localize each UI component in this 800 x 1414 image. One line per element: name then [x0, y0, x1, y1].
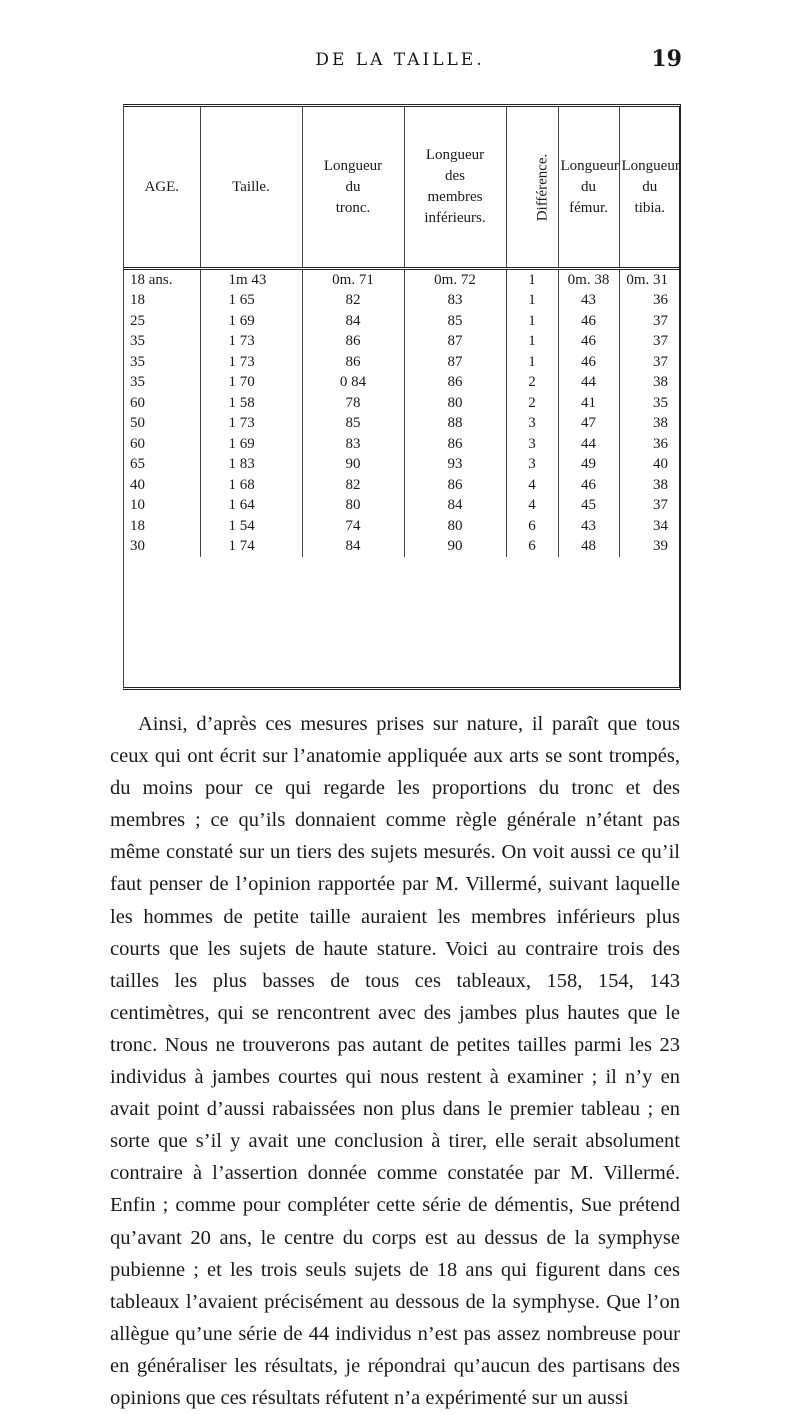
age-cell: 18 ans.: [124, 269, 200, 291]
tronc-cell: 82: [302, 291, 404, 312]
taille-cell: 1 64: [200, 496, 302, 517]
table-row: [124, 455, 680, 476]
tibia-cell: 39: [653, 538, 668, 555]
tibia-cell: 34: [653, 517, 668, 534]
tibia-cell: 38: [653, 415, 668, 432]
difference-cell: 2: [506, 393, 558, 414]
age-cell: 25: [124, 311, 200, 332]
difference-cell: 6: [506, 537, 558, 558]
taille-cell: 1 73: [200, 414, 302, 435]
tibia-cell: 38: [653, 374, 668, 391]
difference-cell: 2: [506, 373, 558, 394]
difference-cell: 1: [506, 291, 558, 312]
membres-cell: 0m. 72: [404, 269, 506, 291]
femur-cell: 0m. 38: [558, 269, 619, 291]
measurements-table: [123, 104, 681, 690]
membres-cell: 93: [404, 455, 506, 476]
femur-cell: 47: [558, 414, 619, 435]
tronc-cell: 85: [302, 414, 404, 435]
taille-cell: 1 69: [200, 311, 302, 332]
table-header-row: [124, 107, 680, 269]
header-tronc: Longueur du tronc.: [302, 107, 404, 269]
membres-cell: 87: [404, 352, 506, 373]
tibia-cell: 35: [653, 394, 668, 411]
membres-cell: 84: [404, 496, 506, 517]
table-body: [124, 269, 680, 558]
table-row: [124, 352, 680, 373]
tibia-cell: 36: [653, 435, 668, 452]
femur-cell: 41: [558, 393, 619, 414]
difference-cell: 1: [506, 332, 558, 353]
femur-cell: 44: [558, 373, 619, 394]
header-membres: Longueur des membres inférieurs.: [404, 107, 506, 269]
femur-cell: 45: [558, 496, 619, 517]
tibia-cell: 36: [653, 292, 668, 309]
table-row: [124, 496, 680, 517]
difference-cell: 3: [506, 434, 558, 455]
tibia-cell: 0m. 31: [626, 271, 668, 288]
difference-cell: 1: [506, 352, 558, 373]
age-cell: 60: [124, 434, 200, 455]
difference-cell: 3: [506, 455, 558, 476]
table-row: [124, 311, 680, 332]
table-row: [124, 332, 680, 353]
table-row: [124, 434, 680, 455]
membres-cell: 86: [404, 373, 506, 394]
tronc-cell: 86: [302, 332, 404, 353]
tronc-cell: 80: [302, 496, 404, 517]
membres-cell: 88: [404, 414, 506, 435]
tibia-cell: 37: [653, 497, 668, 514]
difference-cell: 4: [506, 475, 558, 496]
femur-cell: 44: [558, 434, 619, 455]
table-row: [124, 373, 680, 394]
tronc-cell: 84: [302, 537, 404, 558]
femur-cell: 46: [558, 332, 619, 353]
tibia-cell: 37: [653, 312, 668, 329]
membres-cell: 87: [404, 332, 506, 353]
taille-cell: 1 73: [200, 352, 302, 373]
membres-cell: 85: [404, 311, 506, 332]
membres-cell: 83: [404, 291, 506, 312]
femur-cell: 48: [558, 537, 619, 558]
femur-cell: 43: [558, 291, 619, 312]
tibia-cell: 38: [653, 476, 668, 493]
table-row: [124, 291, 680, 312]
table-row: [124, 269, 680, 291]
membres-cell: 86: [404, 475, 506, 496]
femur-cell: 46: [558, 311, 619, 332]
difference-cell: 3: [506, 414, 558, 435]
membres-cell: 90: [404, 537, 506, 558]
age-cell: 10: [124, 496, 200, 517]
tibia-cell: 37: [653, 353, 668, 370]
taille-cell: 1 73: [200, 332, 302, 353]
header-taille: Taille.: [200, 107, 302, 269]
tronc-cell: 74: [302, 516, 404, 537]
membres-cell: 80: [404, 516, 506, 537]
difference-cell: 6: [506, 516, 558, 537]
running-title: DE LA TAILLE.: [315, 50, 485, 70]
difference-cell: 4: [506, 496, 558, 517]
taille-cell: 1 70: [200, 373, 302, 394]
tronc-cell: 78: [302, 393, 404, 414]
taille-cell: 1 65: [200, 291, 302, 312]
age-cell: 30: [124, 537, 200, 558]
table-row: [124, 537, 680, 558]
femur-cell: 49: [558, 455, 619, 476]
age-cell: 35: [124, 352, 200, 373]
age-cell: 50: [124, 414, 200, 435]
age-cell: 60: [124, 393, 200, 414]
tronc-cell: 90: [302, 455, 404, 476]
age-cell: 40: [124, 475, 200, 496]
taille-cell: 1m 43: [200, 269, 302, 291]
age-cell: 35: [124, 332, 200, 353]
tronc-cell: 0m. 71: [302, 269, 404, 291]
taille-cell: 1 54: [200, 516, 302, 537]
header-age: AGE.: [124, 107, 200, 269]
age-cell: 65: [124, 455, 200, 476]
age-cell: 35: [124, 373, 200, 394]
tibia-cell: 40: [653, 456, 668, 473]
running-head: [0, 46, 800, 80]
header-tibia: Longueur du tibia.: [619, 107, 680, 269]
femur-cell: 46: [558, 352, 619, 373]
taille-cell: 1 58: [200, 393, 302, 414]
tibia-cell: 37: [653, 333, 668, 350]
tronc-cell: 0 84: [302, 373, 404, 394]
age-cell: 18: [124, 291, 200, 312]
taille-cell: 1 83: [200, 455, 302, 476]
difference-cell: 1: [506, 269, 558, 291]
table-row: [124, 414, 680, 435]
taille-cell: 1 74: [200, 537, 302, 558]
header-femur: Longueur du fémur.: [558, 107, 619, 269]
page-number: 19: [651, 46, 682, 72]
difference-cell: 1: [506, 311, 558, 332]
membres-cell: 86: [404, 434, 506, 455]
header-difference: Différence.: [506, 107, 558, 269]
femur-cell: 43: [558, 516, 619, 537]
table-row: [124, 516, 680, 537]
taille-cell: 1 69: [200, 434, 302, 455]
femur-cell: 46: [558, 475, 619, 496]
taille-cell: 1 68: [200, 475, 302, 496]
table-row: [124, 475, 680, 496]
tronc-cell: 84: [302, 311, 404, 332]
age-cell: 18: [124, 516, 200, 537]
body-paragraph: Ainsi, d’après ces mesures prises sur nature, il paraît que tous ceux qui ont écrit sur l’anatomie appliquée aux arts se sont trompés, du moins pour ce qui regarde les proportions du tronc et des membres ; ce qu’ils donnaient comme règle générale n’étant pas même constaté sur un tiers des sujets mesurés. On voit aussi ce qu’il faut penser de l’opinion rapportée par M. Villermé, suivant laquelle les hommes de petite taille auraient les membres inférieurs plus courts que les sujets de haute stature. Voici au contraire trois des tailles les plus basses de tous ces tableaux, 158, 154, 143 centimètres, qui se rencontrent avec des jambes plus hautes que le tronc. Nous ne trouverons pas autant de petites tailles parmi les 23 individus à jambes courtes qui nous restent à examiner ; il n’y en avait point d’aussi rabaissées non plus dans le premier tableau ; en sorte que s’il y avait une conclusion à tirer, elle serait absolument contraire à l’assertion donnée comme constatée par M. Villermé. Enfin ; comme pour compléter cette série de démentis, Sue prétend qu’avant 20 ans, le centre du corps est au dessus de la symphyse pubienne ; et les trois seuls sujets de 18 ans qui figurent dans ces tableaux l’avaient précisément au dessous de la symphyse. Que l’on allègue qu’une série de 44 individus n’est pas assez nombreuse pour en généraliser les résultats, je répondrai qu’aucun des partisans des opinions que ces résultats réfutent n’a expérimenté sur un aussi: [110, 713, 680, 1409]
membres-cell: 80: [404, 393, 506, 414]
table-row: [124, 393, 680, 414]
tronc-cell: 82: [302, 475, 404, 496]
tronc-cell: 86: [302, 352, 404, 373]
tronc-cell: 83: [302, 434, 404, 455]
